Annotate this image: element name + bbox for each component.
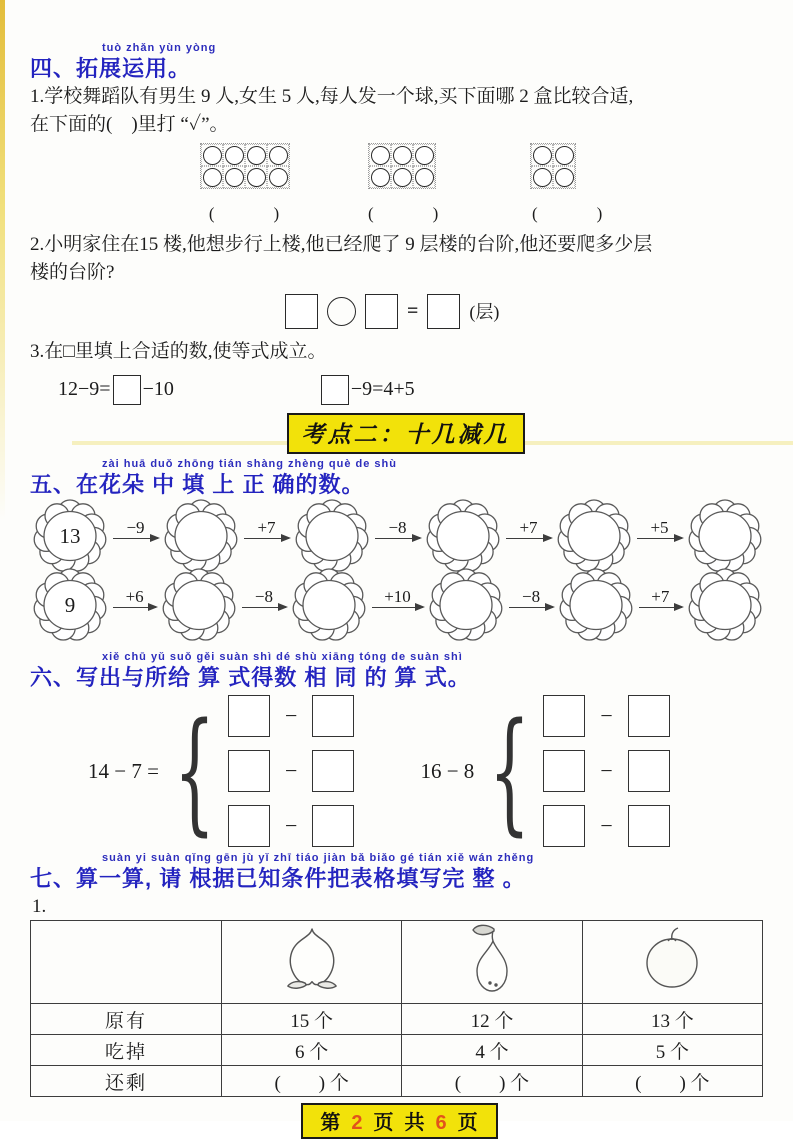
footer-text: 第 [320, 1112, 342, 1134]
topic-banner-text: 考点二：十几减几 [301, 421, 510, 447]
flower-value [423, 499, 503, 573]
answer-box[interactable] [312, 695, 354, 737]
flower-blank[interactable] [289, 568, 369, 642]
equation-group-16-8 [420, 695, 669, 847]
arrow-icon [372, 607, 423, 608]
operator-label: +7 [651, 587, 670, 606]
flower-value: 13 [59, 523, 81, 548]
ball-icon [393, 168, 412, 187]
flower-value: 9 [64, 592, 76, 617]
equation-result-box[interactable] [427, 294, 460, 329]
operator-label: −8 [521, 587, 541, 606]
arrow-with-operator [507, 586, 554, 608]
ball-cell [391, 144, 413, 166]
minus-sign: − [600, 813, 613, 838]
ball-cell [201, 144, 223, 166]
question1-line2: 在下面的( )里打 “✓”。 [30, 114, 229, 135]
section7-title: 七、算一算, 请 根据已知条件把表格填写完 整 。 [30, 866, 526, 891]
answer-blank-1[interactable]: ( ) [208, 204, 282, 223]
cell-remaining-apple[interactable]: ( ) 个 [582, 1066, 762, 1097]
equation-operator-circle[interactable] [327, 297, 356, 326]
operator-label: −8 [254, 587, 273, 606]
eq2-suffix: −9=4+5 [350, 378, 415, 400]
curly-brace: { [489, 693, 531, 849]
arrow-with-operator [635, 517, 684, 539]
ball-icon [393, 146, 412, 165]
arrow-icon [637, 538, 682, 539]
ball-icon [555, 168, 574, 187]
peach-image-cell [222, 921, 402, 1004]
flower-value [159, 568, 239, 642]
section6-title: 六、写出与所给 算 式得数 相 同 的 算 式。 [30, 665, 471, 690]
flower-value [426, 568, 506, 642]
arrow-with-operator [240, 586, 287, 608]
operator-label: −8 [388, 518, 407, 537]
ball-icon [371, 168, 390, 187]
arrow-with-operator [373, 517, 422, 539]
ball-icon [203, 146, 222, 165]
operator-label: +10 [384, 587, 411, 606]
page-number-footer [301, 1103, 497, 1139]
curly-brace: { [173, 693, 216, 849]
flower-blank[interactable] [30, 499, 110, 573]
ball-icon [269, 146, 288, 165]
section5-title: 五、在花朵 中 填 上 正 确的数。 [30, 472, 365, 497]
question2-line2: 楼的台阶? [30, 262, 115, 283]
ball-cell [413, 166, 435, 188]
ball-icon [247, 168, 266, 187]
peach-icon [283, 923, 341, 995]
minus-sign: − [600, 758, 613, 783]
group-label: 16 − 8 [420, 758, 475, 783]
arrow-icon [113, 607, 157, 608]
operator-label: +6 [125, 587, 144, 606]
flower-value [685, 568, 765, 642]
flower-value [289, 568, 369, 642]
page-edge-stripe [0, 0, 5, 520]
ball-cell [369, 144, 391, 166]
flower-value [292, 499, 372, 573]
ball-icon [555, 146, 574, 165]
ball-cell [553, 144, 575, 166]
answer-box[interactable] [228, 750, 270, 792]
operator-label: −9 [126, 518, 145, 537]
ball-box-row [30, 143, 765, 191]
arrow-with-operator [637, 586, 684, 608]
arrow-icon [509, 607, 553, 608]
question2-equation [285, 292, 765, 330]
answer-box[interactable] [543, 695, 585, 737]
answer-blank-2[interactable]: ( ) [368, 204, 441, 223]
equation-blank-box[interactable] [365, 294, 398, 329]
arrow-icon [244, 538, 289, 539]
cell-remaining-pear[interactable]: ( ) 个 [402, 1066, 582, 1097]
flower-value [161, 499, 241, 573]
flower-blank[interactable] [30, 568, 110, 642]
ball-icon [225, 168, 244, 187]
ball-cell [413, 144, 435, 166]
ball-cell [531, 166, 553, 188]
question3-equations [58, 373, 765, 406]
flower-blank[interactable] [423, 499, 503, 573]
arrow-with-operator [111, 517, 160, 539]
row-label-remaining: 还剩 [31, 1066, 222, 1097]
table-corner-cell [31, 921, 222, 1004]
operator-label: +7 [519, 518, 538, 537]
arrow-with-operator [370, 586, 426, 608]
ball-icon [225, 146, 244, 165]
answer-blank-3[interactable]: ( ) [532, 204, 605, 223]
flower-blank[interactable] [554, 499, 634, 573]
topic-banner [287, 413, 525, 454]
flower-value [685, 499, 765, 573]
ball-cell [223, 166, 245, 188]
question3-text: 3.在□里填上合适的数,使等式成立。 [30, 341, 327, 362]
ball-cell [201, 166, 223, 188]
arrow-icon [506, 538, 551, 539]
arrow-with-operator [504, 517, 553, 539]
arrow-icon [375, 538, 420, 539]
cell-original-pear: 12 个 [402, 1004, 582, 1035]
ball-icon [247, 146, 266, 165]
minus-sign: − [285, 813, 298, 838]
cell-remaining-peach[interactable]: ( ) 个 [222, 1066, 402, 1097]
cell-eaten-peach: 6 个 [222, 1035, 402, 1066]
section7-pinyin: suàn yi suàn qǐng gēn jù yǐ zhī tiáo jiàn bǎ biǎo gé tián xiě wán zhěng [102, 852, 535, 864]
answer-box[interactable] [228, 805, 270, 847]
unit-label: (层) [469, 302, 500, 322]
equals-sign: = [407, 299, 419, 322]
answer-box[interactable] [628, 695, 670, 737]
eq1-blank-box[interactable] [113, 375, 141, 405]
cell-original-apple: 13 个 [582, 1004, 762, 1035]
ball-cell [267, 144, 289, 166]
flower-blank[interactable] [292, 499, 372, 573]
answer-box[interactable] [228, 695, 270, 737]
ball-box-8 [200, 143, 290, 189]
ball-icon [415, 168, 434, 187]
ball-icon [415, 146, 434, 165]
apple-icon [642, 925, 702, 993]
cell-eaten-pear: 4 个 [402, 1035, 582, 1066]
arrow-icon [113, 538, 158, 539]
row-label-original: 原有 [31, 1004, 222, 1035]
footer-text: 页 [457, 1112, 479, 1134]
ball-box-4 [530, 143, 576, 189]
flower-blank[interactable] [685, 568, 765, 642]
answer-box[interactable] [543, 750, 585, 792]
section4-pinyin: tuò zhǎn yùn yòng [102, 42, 217, 54]
ball-cell [391, 166, 413, 188]
answer-box[interactable] [312, 750, 354, 792]
flower-chain-row-1 [30, 499, 765, 573]
apple-image-cell [582, 921, 762, 1004]
equation-blank-box[interactable] [285, 294, 318, 329]
arrow-icon [242, 607, 286, 608]
flower-blank[interactable] [161, 499, 241, 573]
answer-box[interactable] [543, 805, 585, 847]
fruit-table [30, 920, 763, 1097]
minus-sign: − [285, 703, 298, 728]
footer-text: 共 [404, 1112, 426, 1134]
ball-box-6 [368, 143, 436, 189]
eq1-prefix: 12−9= [58, 378, 111, 400]
current-page-number: 2 [351, 1112, 364, 1134]
flower-value [556, 568, 636, 642]
ball-icon [533, 168, 552, 187]
arrow-with-operator [111, 586, 158, 608]
answer-paren-row [30, 199, 765, 224]
eq2-blank-box[interactable] [321, 375, 349, 405]
pear-image-cell [402, 921, 582, 1004]
ball-cell [369, 166, 391, 188]
flower-value [554, 499, 634, 573]
ball-cell [245, 166, 267, 188]
equation-groups [88, 695, 765, 847]
section6-pinyin: xiě chū yǔ suǒ gěi suàn shì dé shù xiāng tóng de suàn shì [102, 651, 463, 663]
equation-group-14-7 [88, 695, 354, 847]
ball-cell [245, 144, 267, 166]
flower-chain-row-2 [30, 568, 765, 642]
operator-label: +5 [650, 518, 669, 537]
group-label: 14 − 7 = [88, 758, 159, 783]
eq1-suffix: −10 [142, 378, 174, 400]
cell-eaten-apple: 5 个 [582, 1035, 762, 1066]
minus-sign: − [600, 703, 613, 728]
answer-box[interactable] [312, 805, 354, 847]
flower-blank[interactable] [159, 568, 239, 642]
flower-blank[interactable] [426, 568, 506, 642]
section4-title: 四、拓展运用。 [30, 56, 192, 81]
answer-box[interactable] [628, 750, 670, 792]
ball-cell [267, 166, 289, 188]
item-number: 1. [32, 896, 47, 917]
ball-icon [269, 168, 288, 187]
arrow-with-operator [242, 517, 291, 539]
ball-cell [553, 166, 575, 188]
flower-blank[interactable] [685, 499, 765, 573]
section5-pinyin: zài huā duǒ zhōng tián shàng zhèng què de shù [102, 458, 397, 470]
ball-icon [533, 146, 552, 165]
cell-original-peach: 15 个 [222, 1004, 402, 1035]
question1-line1: 1.学校舞蹈队有男生 9 人,女生 5 人,每人发一个球,买下面哪 2 盒比较合适, [30, 86, 634, 107]
footer-text: 页 [373, 1112, 395, 1134]
row-label-eaten: 吃掉 [31, 1035, 222, 1066]
minus-sign: − [285, 758, 298, 783]
ball-cell [531, 144, 553, 166]
question2-line1: 2.小明家住在15 楼,他想步行上楼,他已经爬了 9 层楼的台阶,他还要爬多少层 [30, 234, 653, 255]
answer-box[interactable] [628, 805, 670, 847]
ball-icon [203, 168, 222, 187]
ball-icon [371, 146, 390, 165]
total-page-number: 6 [435, 1112, 448, 1134]
ball-cell [223, 144, 245, 166]
arrow-icon [639, 607, 683, 608]
operator-label: +7 [257, 518, 276, 537]
pear-icon [468, 923, 516, 995]
flower-blank[interactable] [556, 568, 636, 642]
